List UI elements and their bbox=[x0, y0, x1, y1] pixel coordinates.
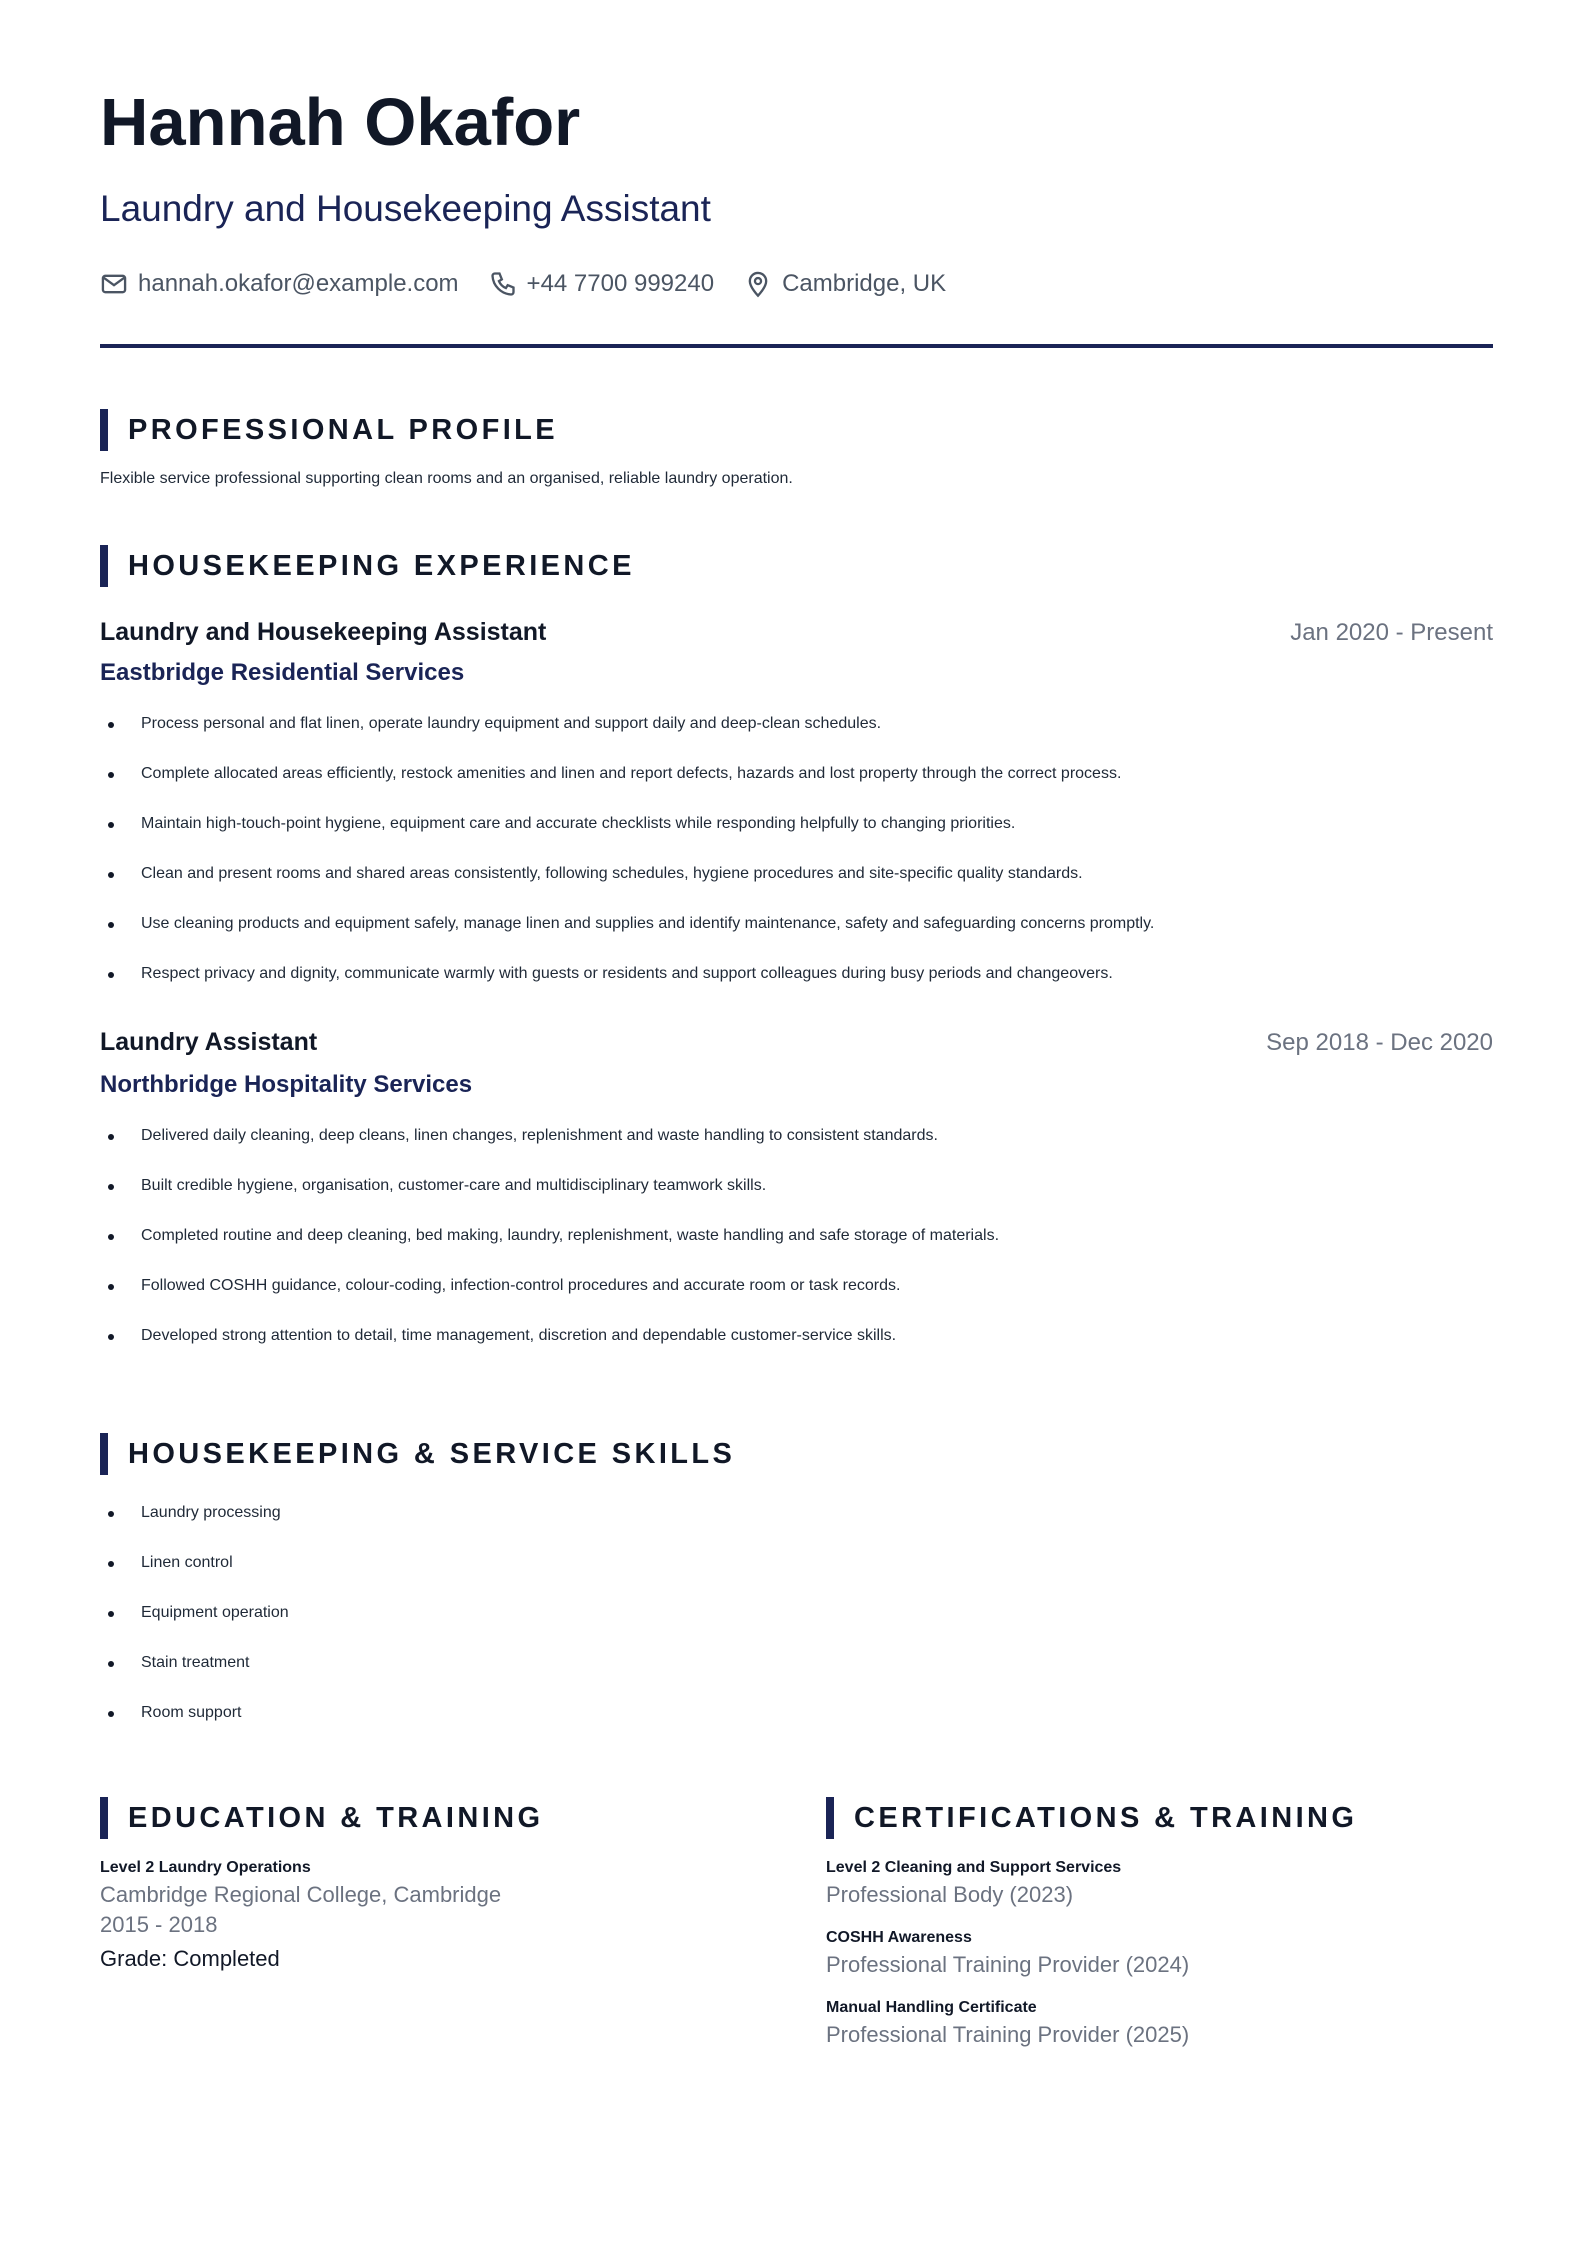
skill-item: Linen control bbox=[100, 1553, 289, 1603]
skill-item: Stain treatment bbox=[100, 1653, 289, 1703]
certification-entry bbox=[826, 1998, 1466, 2048]
certification-issuer: Professional Training Provider (2024) bbox=[826, 1952, 1190, 1977]
section-heading-profile: PROFESSIONAL PROFILE bbox=[100, 409, 558, 451]
contact-email[interactable] bbox=[100, 270, 459, 298]
certification-entry bbox=[826, 1858, 1466, 1908]
header-divider bbox=[100, 344, 1493, 348]
email-text: hannah.okafor@example.com bbox=[138, 270, 459, 297]
contact-location bbox=[744, 270, 946, 298]
job-bullet: Respect privacy and dignity, communicate warmly with guests or residents and support colleagues during busy periods and changeovers. bbox=[100, 964, 1154, 1014]
job-bullet-list bbox=[100, 1126, 999, 1376]
job-dates: Sep 2018 - Dec 2020 bbox=[1266, 1029, 1493, 1056]
phone-icon bbox=[489, 270, 517, 298]
heading-accent-bar bbox=[100, 545, 108, 587]
certification-issuer: Professional Body (2023) bbox=[826, 1882, 1074, 1907]
education-dates: 2015 - 2018 bbox=[100, 1912, 218, 1937]
job-company: Northbridge Hospitality Services bbox=[100, 1071, 473, 1098]
location-text: Cambridge, UK bbox=[782, 270, 947, 297]
job-bullet: Use cleaning products and equipment safely, manage linen and supplies and identify maintenance, safety and safeguarding concerns promptly. bbox=[100, 914, 1154, 964]
certification-name: Manual Handling Certificate bbox=[826, 1999, 1037, 2016]
job-bullet: Process personal and flat linen, operate laundry equipment and support daily and deep-clean schedules. bbox=[100, 714, 1154, 764]
heading-accent-bar bbox=[826, 1797, 834, 1839]
mail-icon bbox=[100, 270, 128, 298]
section-heading-education: EDUCATION & TRAINING bbox=[100, 1797, 543, 1839]
phone-text: +44 7700 999240 bbox=[526, 270, 715, 297]
job-bullet: Maintain high-touch-point hygiene, equipment care and accurate checklists while responding helpfully to changing priorities. bbox=[100, 814, 1154, 864]
job-bullet: Clean and present rooms and shared areas consistently, following schedules, hygiene procedures and site-specific quality standards. bbox=[100, 864, 1154, 914]
section-heading-skills: HOUSEKEEPING & SERVICE SKILLS bbox=[100, 1433, 735, 1475]
job-bullet-list bbox=[100, 714, 1154, 1014]
heading-accent-bar bbox=[100, 1433, 108, 1475]
education-institution: Cambridge Regional College, Cambridge bbox=[100, 1882, 502, 1907]
contact-phone[interactable] bbox=[489, 270, 715, 298]
certification-issuer: Professional Training Provider (2025) bbox=[826, 2022, 1190, 2047]
skill-item: Room support bbox=[100, 1703, 289, 1753]
certification-entry bbox=[826, 1928, 1466, 1978]
certification-name: COSHH Awareness bbox=[826, 1929, 972, 1946]
job-bullet: Delivered daily cleaning, deep cleans, linen changes, replenishment and waste handling to consistent standards. bbox=[100, 1126, 999, 1176]
certification-name: Level 2 Cleaning and Support Services bbox=[826, 1859, 1122, 1876]
certifications-list bbox=[826, 1858, 1466, 2068]
skills-list bbox=[100, 1503, 289, 1753]
job-company: Eastbridge Residential Services bbox=[100, 659, 465, 686]
heading-accent-bar bbox=[100, 1797, 108, 1839]
profile-summary: Flexible service professional supporting clean rooms and an organised, reliable laundry operation. bbox=[100, 470, 793, 487]
contact-row bbox=[100, 270, 946, 298]
job-bullet: Followed COSHH guidance, colour-coding, infection-control procedures and accurate room or task records. bbox=[100, 1276, 999, 1326]
job-bullet: Built credible hygiene, organisation, customer-care and multidisciplinary teamwork skills. bbox=[100, 1176, 999, 1226]
job-bullet: Complete allocated areas efficiently, restock amenities and linen and report defects, hazards and lost property through the correct process. bbox=[100, 764, 1154, 814]
job-bullet: Completed routine and deep cleaning, bed making, laundry, replenishment, waste handling and safe storage of materials. bbox=[100, 1226, 999, 1276]
job-dates: Jan 2020 - Present bbox=[1290, 619, 1493, 646]
job-bullet: Developed strong attention to detail, time management, discretion and dependable customer-service skills. bbox=[100, 1326, 999, 1376]
section-heading-certifications: CERTIFICATIONS & TRAINING bbox=[826, 1797, 1357, 1839]
education-qualification: Level 2 Laundry Operations bbox=[100, 1859, 311, 1876]
education-entry bbox=[100, 1858, 720, 1972]
section-heading-experience: HOUSEKEEPING EXPERIENCE bbox=[100, 545, 635, 587]
heading-accent-bar bbox=[100, 409, 108, 451]
candidate-name: Hannah Okafor bbox=[100, 85, 581, 160]
skill-item: Laundry processing bbox=[100, 1503, 289, 1553]
job-title: Laundry Assistant bbox=[100, 1028, 318, 1056]
education-grade: Grade: Completed bbox=[100, 1946, 280, 1971]
map-pin-icon bbox=[744, 270, 772, 298]
skill-item: Equipment operation bbox=[100, 1603, 289, 1653]
candidate-headline: Laundry and Housekeeping Assistant bbox=[100, 188, 711, 229]
job-title: Laundry and Housekeeping Assistant bbox=[100, 618, 547, 646]
